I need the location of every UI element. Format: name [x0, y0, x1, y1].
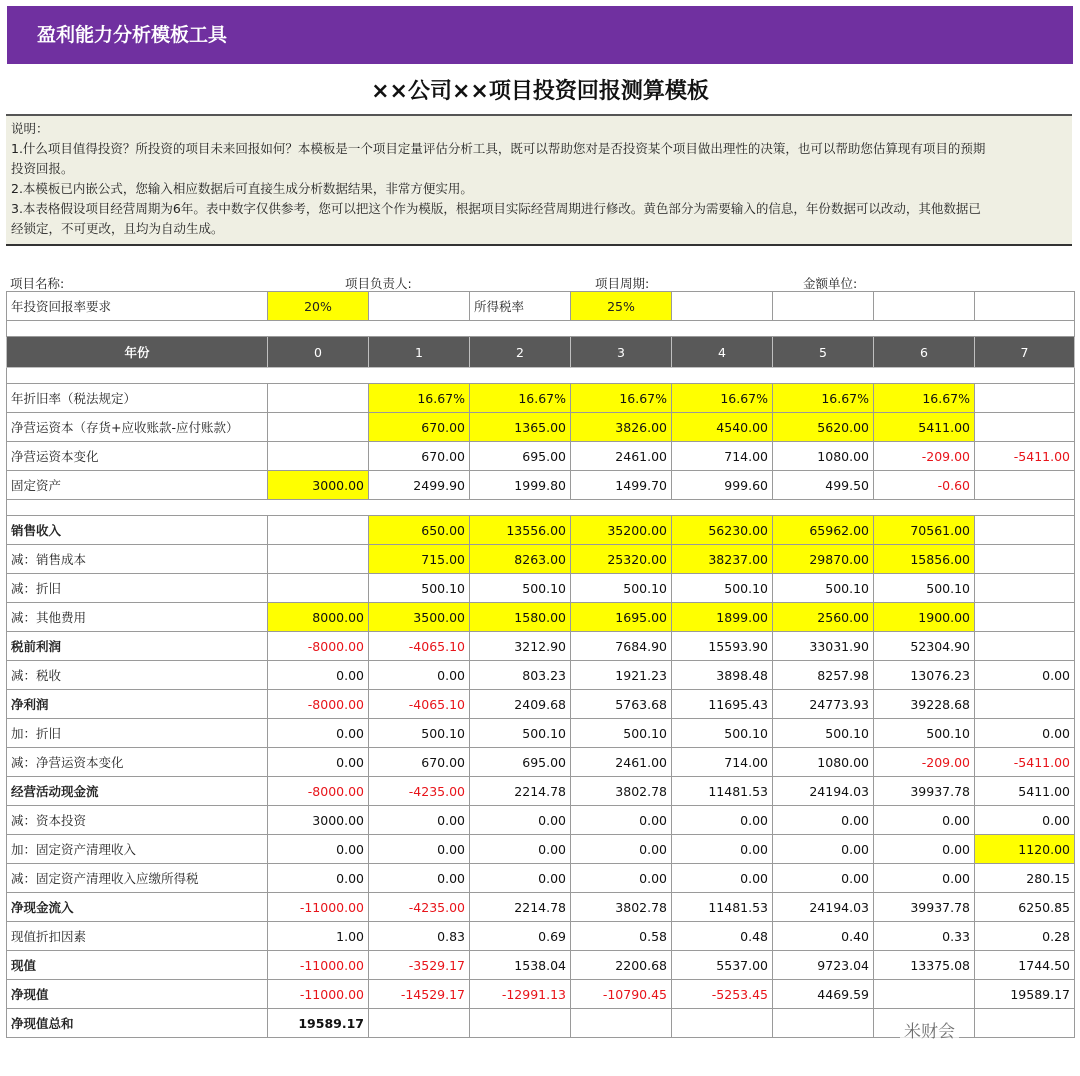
table-row: [7, 835, 1075, 864]
year-header-row: [7, 337, 1075, 368]
value-cell: 1499.70: [571, 471, 672, 500]
row-label: 加：固定资产清理收入: [7, 835, 268, 864]
value-cell: [975, 574, 1075, 603]
year-header-cell[interactable]: 1: [369, 337, 470, 368]
year-header-cell[interactable]: 7: [975, 337, 1075, 368]
value-cell: 0.00: [268, 719, 369, 748]
project-lead-label: 项目负责人:: [345, 276, 412, 291]
value-cell: 24194.03: [773, 893, 874, 922]
input-cell[interactable]: 38237.00: [672, 545, 773, 574]
value-cell: [672, 1009, 773, 1038]
value-cell: 695.00: [470, 748, 571, 777]
row-label: 净营运资本变化: [7, 442, 268, 471]
row-label: 减：折旧: [7, 574, 268, 603]
notes-line: 2.本模板已内嵌公式，您输入相应数据后可直接生成分析数据结果，非常方便实用。: [11, 181, 473, 196]
empty-cell: [369, 292, 470, 321]
value-cell: -209.00: [874, 442, 975, 471]
row-label: 减：税收: [7, 661, 268, 690]
row-label: 年折旧率（税法规定）: [7, 384, 268, 413]
value-cell: 500.10: [874, 574, 975, 603]
input-cell[interactable]: 25320.00: [571, 545, 672, 574]
rate-requirement-label: 年投资回报率要求: [7, 292, 268, 321]
value-cell: 1999.80: [470, 471, 571, 500]
value-cell: [975, 516, 1075, 545]
input-cell[interactable]: 16.67%: [874, 384, 975, 413]
row-label: 减：其他费用: [7, 603, 268, 632]
input-cell[interactable]: 16.67%: [672, 384, 773, 413]
value-cell: 13375.08: [874, 951, 975, 980]
year-header-cell[interactable]: 2: [470, 337, 571, 368]
notes-line: 说明：: [11, 121, 49, 136]
value-cell: 0.00: [268, 864, 369, 893]
year-header-cell[interactable]: 0: [268, 337, 369, 368]
value-cell: 500.10: [369, 719, 470, 748]
input-cell[interactable]: 1580.00: [470, 603, 571, 632]
row-label: 净现值: [7, 980, 268, 1009]
value-cell: 0.33: [874, 922, 975, 951]
value-cell: 999.60: [672, 471, 773, 500]
input-cell[interactable]: 16.67%: [571, 384, 672, 413]
investment-return-table: [6, 291, 1075, 1038]
value-cell: 0.00: [369, 835, 470, 864]
value-cell: -8000.00: [268, 632, 369, 661]
table-row: [7, 690, 1075, 719]
value-cell: 2499.90: [369, 471, 470, 500]
project-period-label: 项目周期:: [595, 276, 650, 291]
value-cell: [975, 545, 1075, 574]
value-cell: 499.50: [773, 471, 874, 500]
value-cell: 0.83: [369, 922, 470, 951]
value-cell: 280.15: [975, 864, 1075, 893]
empty-cell: [975, 292, 1075, 321]
value-cell: -5411.00: [975, 442, 1075, 471]
notes-line: 1.什么项目值得投资？所投资的项目未来回报如何？本模板是一个项目定量评估分析工具，既可以帮助您对是否投资某个项目做出理性的决策，也可以帮助您估算现有项目的预期: [11, 141, 986, 156]
value-cell: [975, 471, 1075, 500]
watermark: 米财会: [900, 1017, 959, 1042]
table-row: [7, 516, 1075, 545]
value-cell: 803.23: [470, 661, 571, 690]
value-cell: 714.00: [672, 748, 773, 777]
value-cell: [975, 603, 1075, 632]
row-label: 税前利润: [7, 632, 268, 661]
value-cell: 0.00: [672, 806, 773, 835]
value-cell: -10790.45: [571, 980, 672, 1009]
value-cell: 13076.23: [874, 661, 975, 690]
value-cell: [975, 632, 1075, 661]
value-cell: 5763.68: [571, 690, 672, 719]
value-cell: 0.00: [874, 864, 975, 893]
table-row: [7, 951, 1075, 980]
input-cell[interactable]: 3500.00: [369, 603, 470, 632]
row-label: 净利润: [7, 690, 268, 719]
row-label: 净现金流入: [7, 893, 268, 922]
input-cell[interactable]: 16.67%: [773, 384, 874, 413]
year-header-cell[interactable]: 6: [874, 337, 975, 368]
value-cell: [874, 980, 975, 1009]
spacer-row: [7, 368, 1075, 384]
row-label: 销售收入: [7, 516, 268, 545]
value-cell: 2200.68: [571, 951, 672, 980]
table-row: [7, 922, 1075, 951]
table-row: [7, 661, 1075, 690]
input-cell[interactable]: 29870.00: [773, 545, 874, 574]
value-cell: 24194.03: [773, 777, 874, 806]
value-cell: 3212.90: [470, 632, 571, 661]
value-cell: -14529.17: [369, 980, 470, 1009]
value-cell: 500.10: [773, 574, 874, 603]
input-cell[interactable]: 715.00: [369, 545, 470, 574]
input-cell[interactable]: 15856.00: [874, 545, 975, 574]
value-cell: 1080.00: [773, 748, 874, 777]
row-label: 加：折旧: [7, 719, 268, 748]
value-cell: 3802.78: [571, 777, 672, 806]
input-cell[interactable]: 35200.00: [571, 516, 672, 545]
value-cell: 500.10: [773, 719, 874, 748]
spacer-cell: [7, 500, 1075, 516]
empty-cell: [874, 292, 975, 321]
row-label: 现值折扣因素: [7, 922, 268, 951]
value-cell: 2214.78: [470, 777, 571, 806]
value-cell: 0.00: [571, 806, 672, 835]
value-cell: 670.00: [369, 748, 470, 777]
value-cell: 0.00: [571, 835, 672, 864]
input-cell[interactable]: 3000.00: [268, 471, 369, 500]
value-cell: [975, 384, 1075, 413]
row-label: 经营活动现金流: [7, 777, 268, 806]
value-cell: 3802.78: [571, 893, 672, 922]
value-cell: 0.00: [571, 864, 672, 893]
year-header-cell[interactable]: 5: [773, 337, 874, 368]
value-cell: 39228.68: [874, 690, 975, 719]
page-title: ××公司××项目投资回报测算模板: [371, 79, 709, 104]
table-row: [7, 777, 1075, 806]
value-cell: 6250.85: [975, 893, 1075, 922]
input-cell[interactable]: 4540.00: [672, 413, 773, 442]
value-cell: -11000.00: [268, 980, 369, 1009]
value-cell: 3000.00: [268, 806, 369, 835]
value-cell: 0.00: [773, 864, 874, 893]
row-label: 净现值总和: [7, 1009, 268, 1038]
value-cell: 11481.53: [672, 777, 773, 806]
value-cell: 4469.59: [773, 980, 874, 1009]
value-cell: 0.00: [773, 835, 874, 864]
app-header-bar: [7, 6, 1073, 64]
value-cell: [268, 384, 369, 413]
input-cell[interactable]: 16.67%: [470, 384, 571, 413]
value-cell: 3898.48: [672, 661, 773, 690]
value-cell: 7684.90: [571, 632, 672, 661]
input-cell[interactable]: 70561.00: [874, 516, 975, 545]
row-label: 减：固定资产清理收入应缴所得税: [7, 864, 268, 893]
value-cell: 11695.43: [672, 690, 773, 719]
value-cell: [975, 690, 1075, 719]
value-cell: [268, 516, 369, 545]
value-cell: 0.00: [369, 661, 470, 690]
value-cell: [975, 1009, 1075, 1038]
table-row: [7, 632, 1075, 661]
value-cell: 11481.53: [672, 893, 773, 922]
value-cell: -11000.00: [268, 893, 369, 922]
params-row: [7, 292, 1075, 321]
empty-cell: [773, 292, 874, 321]
value-cell: 1921.23: [571, 661, 672, 690]
value-cell: [470, 1009, 571, 1038]
value-cell: 1538.04: [470, 951, 571, 980]
value-cell: 0.00: [874, 835, 975, 864]
value-cell: 2461.00: [571, 748, 672, 777]
value-cell: 8257.98: [773, 661, 874, 690]
value-cell: 2214.78: [470, 893, 571, 922]
project-name-label: 项目名称:: [10, 276, 65, 291]
row-label: 固定资产: [7, 471, 268, 500]
value-cell: -8000.00: [268, 690, 369, 719]
value-cell: [773, 1009, 874, 1038]
value-cell: 0.48: [672, 922, 773, 951]
table-row: [7, 603, 1075, 632]
value-cell: 0.00: [672, 864, 773, 893]
table-row: [7, 545, 1075, 574]
year-header-cell[interactable]: 3: [571, 337, 672, 368]
value-cell: 24773.93: [773, 690, 874, 719]
value-cell: 5537.00: [672, 951, 773, 980]
value-cell: [975, 413, 1075, 442]
table-row: [7, 471, 1075, 500]
app-title: 盈利能力分析模板工具: [37, 24, 228, 46]
value-cell: [268, 545, 369, 574]
spacer-row: [7, 321, 1075, 337]
value-cell: 39937.78: [874, 777, 975, 806]
value-cell: 500.10: [470, 574, 571, 603]
value-cell: 1080.00: [773, 442, 874, 471]
value-cell: -12991.13: [470, 980, 571, 1009]
value-cell: 500.10: [672, 719, 773, 748]
value-cell: -11000.00: [268, 951, 369, 980]
row-label: 减：净营运资本变化: [7, 748, 268, 777]
spacer-cell: [7, 368, 1075, 384]
value-cell: 19589.17: [975, 980, 1075, 1009]
value-cell: 0.00: [268, 748, 369, 777]
input-cell[interactable]: 8263.00: [470, 545, 571, 574]
value-cell: -4065.10: [369, 632, 470, 661]
value-cell: 0.69: [470, 922, 571, 951]
input-cell[interactable]: 650.00: [369, 516, 470, 545]
value-cell: 500.10: [470, 719, 571, 748]
value-cell: 2409.68: [470, 690, 571, 719]
tax-rate-label: 所得税率: [470, 292, 571, 321]
input-cell[interactable]: 1900.00: [874, 603, 975, 632]
spacer-cell: [7, 321, 1075, 337]
currency-unit-label: 金额单位:: [803, 276, 858, 291]
value-cell: -5411.00: [975, 748, 1075, 777]
value-cell: [268, 442, 369, 471]
value-cell: 0.00: [268, 835, 369, 864]
table-row: [7, 748, 1075, 777]
value-cell: [268, 574, 369, 603]
value-cell: 670.00: [369, 442, 470, 471]
value-cell: 0.28: [975, 922, 1075, 951]
value-cell: 9723.04: [773, 951, 874, 980]
value-cell: 19589.17: [268, 1009, 369, 1038]
value-cell: 0.00: [975, 661, 1075, 690]
value-cell: -209.00: [874, 748, 975, 777]
input-cell[interactable]: 16.67%: [369, 384, 470, 413]
input-cell[interactable]: 5620.00: [773, 413, 874, 442]
value-cell: 0.00: [470, 864, 571, 893]
empty-cell: [672, 292, 773, 321]
value-cell: 0.00: [268, 661, 369, 690]
input-cell[interactable]: 1899.00: [672, 603, 773, 632]
notes-line: 3.本表格假设项目经营周期为6年。表中数字仅供参考，您可以把这个作为模版，根据项目实际经营周期进行修改。黄色部分为需要输入的信息，年份数据可以改动，其他数据已: [11, 201, 981, 216]
value-cell: 500.10: [874, 719, 975, 748]
table-row: [7, 893, 1075, 922]
value-cell: 2461.00: [571, 442, 672, 471]
value-cell: -3529.17: [369, 951, 470, 980]
input-cell[interactable]: 3826.00: [571, 413, 672, 442]
table-row: [7, 719, 1075, 748]
value-cell: 0.00: [470, 806, 571, 835]
input-cell[interactable]: 1365.00: [470, 413, 571, 442]
value-cell: 33031.90: [773, 632, 874, 661]
value-cell: 0.00: [874, 806, 975, 835]
value-cell: 52304.90: [874, 632, 975, 661]
input-cell[interactable]: 65962.00: [773, 516, 874, 545]
value-cell: 0.00: [369, 806, 470, 835]
year-header-label: 年份: [7, 337, 268, 368]
value-cell: [369, 1009, 470, 1038]
row-label: 净营运资本（存货+应收账款-应付账款）: [7, 413, 268, 442]
value-cell: 500.10: [571, 574, 672, 603]
value-cell: 695.00: [470, 442, 571, 471]
value-cell: 500.10: [369, 574, 470, 603]
rate-requirement-input[interactable]: 20%: [268, 292, 369, 321]
value-cell: 39937.78: [874, 893, 975, 922]
input-cell[interactable]: 1695.00: [571, 603, 672, 632]
value-cell: 500.10: [571, 719, 672, 748]
value-cell: -4235.00: [369, 777, 470, 806]
table-row: [7, 413, 1075, 442]
notes-line: 投资回报。: [11, 161, 74, 176]
input-cell[interactable]: 8000.00: [268, 603, 369, 632]
value-cell: 0.00: [773, 806, 874, 835]
row-label: 现值: [7, 951, 268, 980]
value-cell: -4065.10: [369, 690, 470, 719]
value-cell: -5253.45: [672, 980, 773, 1009]
table-row: [7, 384, 1075, 413]
value-cell: 0.00: [975, 806, 1075, 835]
spacer-row: [7, 500, 1075, 516]
table-row: [7, 574, 1075, 603]
table-row: [7, 864, 1075, 893]
value-cell: 0.40: [773, 922, 874, 951]
table-row: [7, 806, 1075, 835]
value-cell: -0.60: [874, 471, 975, 500]
tax-rate-input[interactable]: 25%: [571, 292, 672, 321]
value-cell: 0.00: [369, 864, 470, 893]
input-cell[interactable]: 2560.00: [773, 603, 874, 632]
input-cell[interactable]: 56230.00: [672, 516, 773, 545]
value-cell: -8000.00: [268, 777, 369, 806]
input-cell[interactable]: 13556.00: [470, 516, 571, 545]
input-cell[interactable]: 670.00: [369, 413, 470, 442]
value-cell: 0.00: [975, 719, 1075, 748]
table-row: [7, 980, 1075, 1009]
value-cell: 1744.50: [975, 951, 1075, 980]
row-label: 减：销售成本: [7, 545, 268, 574]
value-cell: 0.00: [672, 835, 773, 864]
value-cell: [571, 1009, 672, 1038]
row-label: 减：资本投资: [7, 806, 268, 835]
input-cell[interactable]: 1120.00: [975, 835, 1075, 864]
value-cell: -4235.00: [369, 893, 470, 922]
value-cell: [268, 413, 369, 442]
value-cell: 15593.90: [672, 632, 773, 661]
value-cell: 1.00: [268, 922, 369, 951]
table-row: [7, 442, 1075, 471]
input-cell[interactable]: 5411.00: [874, 413, 975, 442]
value-cell: 500.10: [672, 574, 773, 603]
notes-line: 经锁定，不可更改，且均为自动生成。: [11, 221, 224, 236]
year-header-cell[interactable]: 4: [672, 337, 773, 368]
value-cell: 714.00: [672, 442, 773, 471]
value-cell: 5411.00: [975, 777, 1075, 806]
value-cell: 0.00: [470, 835, 571, 864]
value-cell: 0.58: [571, 922, 672, 951]
instructions-box: [6, 114, 1072, 246]
